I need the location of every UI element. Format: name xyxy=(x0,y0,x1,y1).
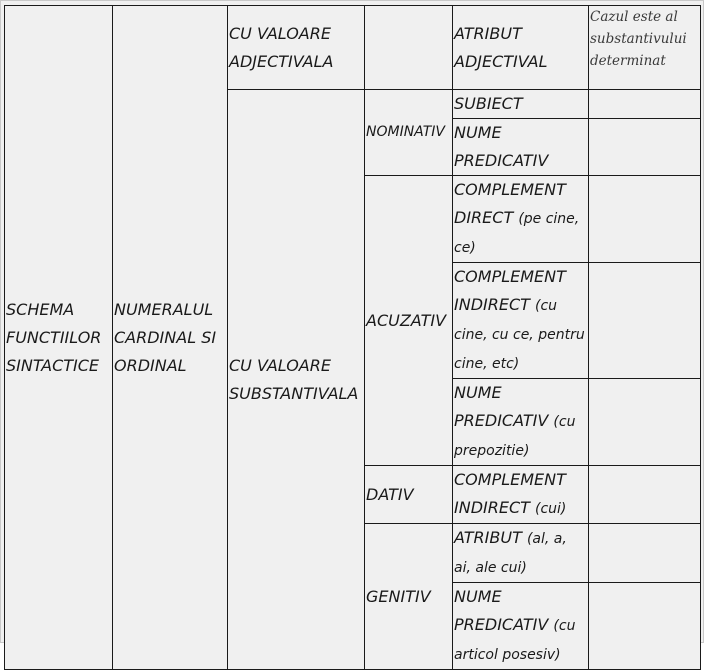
case-dativ: DATIV xyxy=(365,466,453,524)
schema-title-cell: SCHEMA FUNCTIILOR SINTACTICE xyxy=(5,6,113,670)
complement-indirect-label: COMPLEMENT INDIRECT xyxy=(454,267,566,314)
case-nominativ: NOMINATIV xyxy=(365,90,453,176)
subiect-cell: SUBIECT xyxy=(453,90,589,119)
nume-predicativ-cell: NUME PREDICATIV xyxy=(453,119,589,176)
complement-indirect-dativ-label: COMPLEMENT INDIRECT xyxy=(454,470,566,517)
complement-direct-label: COMPLEMENT DIRECT xyxy=(454,180,566,227)
empty-note-cell xyxy=(589,466,701,524)
empty-note-cell xyxy=(589,379,701,466)
case-acuzativ: ACUZATIV xyxy=(365,176,453,466)
nume-predicativ-genitiv-label: NUME PREDICATIV xyxy=(454,587,549,634)
case-genitiv: GENITIV xyxy=(365,524,453,670)
atribut-genitiv-detail: (al, a, ai, ale cui) xyxy=(454,531,567,576)
case-note-cell: Cazul este al substantivului determinat xyxy=(589,6,701,90)
adjectival-value-cell: CU VALOARE ADJECTIVALA xyxy=(228,6,365,90)
empty-note-cell xyxy=(589,176,701,263)
empty-note-cell xyxy=(589,583,701,670)
nume-predicativ-prep-label: NUME PREDICATIV xyxy=(454,383,549,430)
syntax-functions-table xyxy=(4,5,701,670)
complement-indirect-dativ-cell xyxy=(453,466,589,524)
atribut-adjectival-cell: ATRIBUT ADJECTIVAL xyxy=(453,6,589,90)
atribut-genitiv-cell xyxy=(453,524,589,583)
empty-note-cell xyxy=(589,263,701,379)
atribut-genitiv-label: ATRIBUT xyxy=(454,528,522,547)
complement-direct-cell xyxy=(453,176,589,263)
nume-predicativ-prep-cell xyxy=(453,379,589,466)
nume-predicativ-prep-detail: (cu prepozitie) xyxy=(454,414,576,459)
complement-indirect-dativ-detail: (cui) xyxy=(535,501,567,517)
complement-indirect-cell xyxy=(453,263,589,379)
empty-case-cell xyxy=(365,6,453,90)
nume-predicativ-genitiv-detail: (cu articol posesiv) xyxy=(454,618,576,663)
complement-direct-detail: (pe cine, ce) xyxy=(454,211,580,256)
nume-predicativ-genitiv-cell xyxy=(453,583,589,670)
empty-note-cell xyxy=(589,119,701,176)
empty-note-cell xyxy=(589,524,701,583)
complement-indirect-detail: (cu cine, cu ce, pentru cine, etc) xyxy=(454,298,585,372)
substantival-value-cell: CU VALOARE SUBSTANTIVALA xyxy=(228,90,365,670)
empty-note-cell xyxy=(589,90,701,119)
numeral-title-cell: NUMERALUL CARDINAL SI ORDINAL xyxy=(113,6,228,670)
